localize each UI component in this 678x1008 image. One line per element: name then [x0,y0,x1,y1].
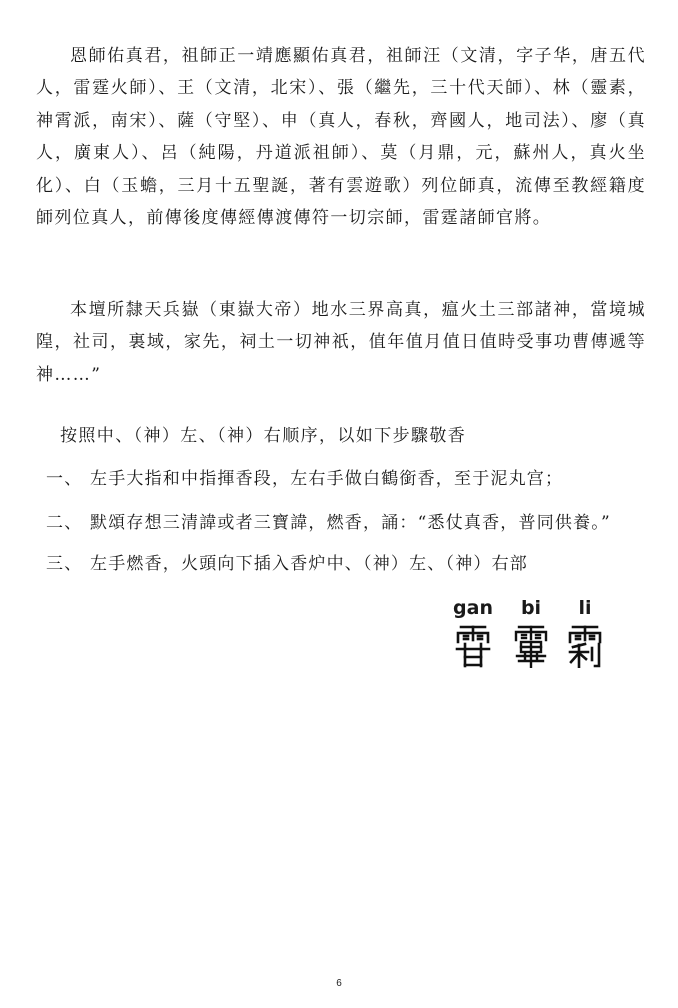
glyph-bi-icon [511,624,551,668]
special-characters-block [447,596,617,672]
special-char-gan [447,596,499,668]
paragraph-masters: 恩師佑真君，祖師正一靖應顯佑真君，祖師汪（文清，字子华，唐五代人，雷霆火師）、王（文清，北宋）、張（繼先，三十代天師）、林（靈素，神霄派，南宋）、薩（守堅）、申（真人，春秋，齊國人，地司法）、廖（真人，廣東人）、呂（純陽，丹道派祖師）、莫（月鼎，元，蘇州人，真火坐化）、白（玉蟾，三月十五聖誕，著有雲遊歌）列位師真，流傳至教經籍度師列位真人，前傳後度傳經傳渡傳符一切宗師，雷霆諸師官將。 [36,46,646,229]
step-number: 三、 [46,554,83,574]
step-text: 默頌存想三清諱或者三寶諱，燃香，誦：“悉仗真香，普同供養。” [90,513,611,533]
step-item [46,549,646,579]
glyph-gan-icon [453,624,493,668]
step-item [46,508,646,538]
step-number: 二、 [46,513,83,533]
paragraph-instruction: 按照中、（神）左、（神）右顺序，以如下步驟敬香 [60,426,467,446]
step-text: 左手大指和中指揮香段，左右手做白鶴銜香，至于泥丸宫； [90,469,564,489]
pinyin-label: gan [453,597,493,619]
special-char-li [559,596,611,668]
paragraph-deities: 本壇所隸天兵嶽（東嶽大帝）地水三界高真，瘟火土三部諸神，當境城隍，社司，裏域，家先，祠土一切神祇，值年值月值日值時受事功曹傳遞等神……” [36,300,646,385]
glyph-li-icon [565,624,605,668]
step-text: 左手燃香，火頭向下插入香炉中、（神）左、（神）右部 [90,554,528,574]
special-char-bi [505,596,557,668]
page-number: 6 [336,978,342,989]
pinyin-label: bi [520,597,542,619]
step-item [46,464,646,494]
pinyin-label: li [578,597,592,619]
step-number: 一、 [46,469,83,489]
